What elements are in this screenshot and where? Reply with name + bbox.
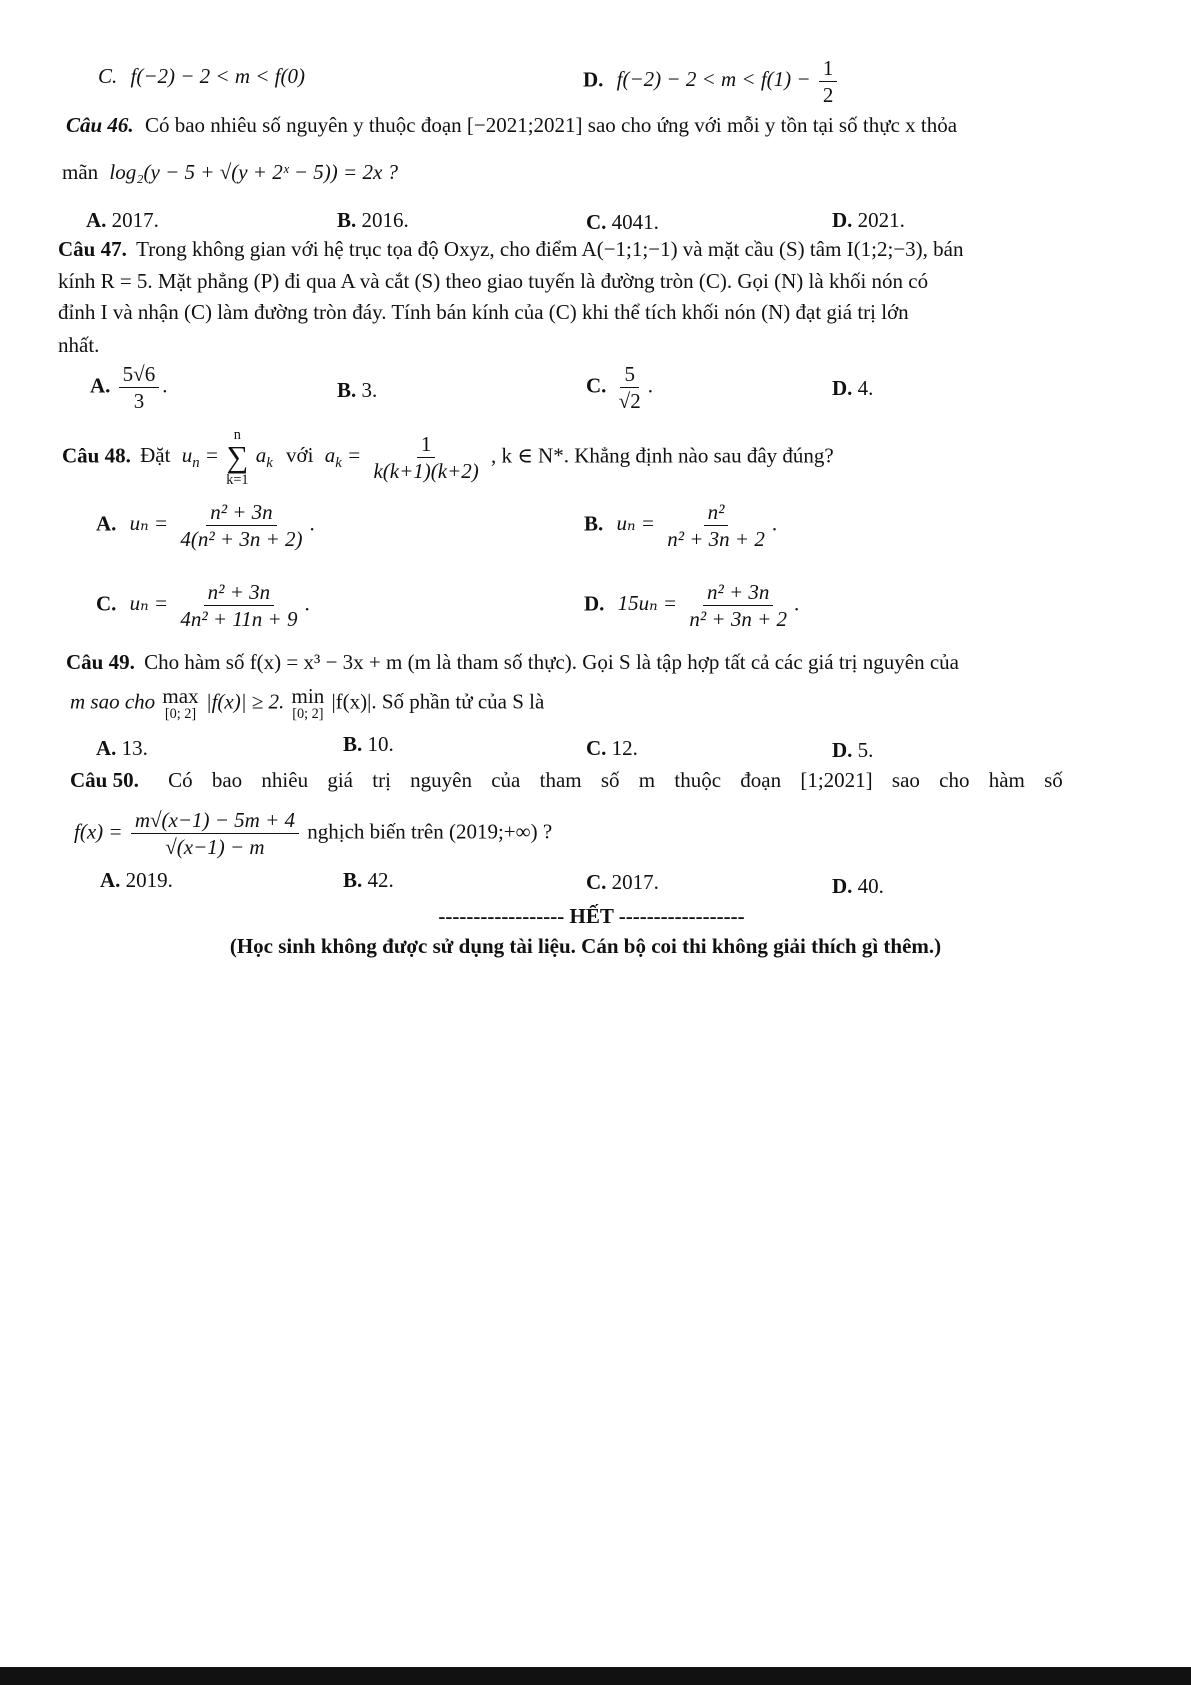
summation: n ∑ k=1 [226, 427, 249, 488]
q45-option-d [583, 56, 840, 107]
option-text: f(−2) − 2 < m < f(0) [130, 64, 306, 88]
q47-option-b: B. 3. [337, 378, 378, 402]
q50-option-b: B. 42. [343, 868, 394, 892]
q47-line4: nhất. [58, 333, 100, 357]
q47-line3: đỉnh I và nhận (C) làm đường tròn đáy. Tính bán kính của (C) khi thể tích khối nón (N) đạt giá trị lớn [58, 300, 909, 324]
question-text: Trong không gian với hệ trục tọa độ Oxyz, cho điểm A(−1;1;−1) và mặt cầu (S) tâm I(1;2;−3), bán [136, 237, 964, 261]
question-label: Câu 48. [62, 443, 131, 468]
q47-line2: kính R = 5. Mặt phẳng (P) đi qua A và cắt (S) theo giao tuyến là đường tròn (C). Gọi (N) là khối nón có [58, 269, 929, 293]
fraction: $\frac{\text{n²}}{\text{n² + 3n + 2}}$ [667, 500, 765, 552]
q50-line2: f(x) = $\frac{m√(x-1) - 5m + 4}{√(x-1) - m}$ nghịch biến trên (2019;+∞) ? [74, 808, 553, 860]
question-label: Câu 50. [70, 768, 139, 792]
question-label: Câu 47. [58, 237, 127, 261]
fraction: $\frac{\text{n² + 3n}}{\text{4n² + 11n + 9}}$ [180, 580, 298, 632]
q46-option-b: B. 2016. [337, 208, 409, 232]
q48-option-c: C. uₙ = $\frac{\text{n² + 3n}}{\text{4n² + 11n + 9}}$ . [96, 580, 310, 632]
option-label: C. [98, 64, 118, 88]
q47-option-d: D. 4. [832, 376, 874, 400]
q46-option-c: C. 4041. [586, 210, 659, 234]
q50-line1 [70, 768, 1063, 793]
q49-option-d: D. 5. [832, 738, 874, 762]
end-marker: ------------------ HẾT ------------------ [438, 904, 745, 928]
q48-option-b: B. uₙ = $\frac{\text{n²}}{\text{n² + 3n + 2}}$ . [584, 500, 778, 552]
question-text: mãn [62, 160, 99, 184]
fraction: $\frac{5}{√2}$ [618, 362, 641, 414]
footer-note: (Học sinh không được sử dụng tài liệu. Cán bộ coi thi không giải thích gì thêm.) [229, 934, 942, 958]
min-operator: min [0; 2] [291, 684, 325, 722]
q45-option-c [98, 64, 305, 89]
q46-line2 [62, 160, 398, 185]
option-label: D. [583, 67, 604, 92]
q49-line1 [66, 650, 959, 675]
max-operator: max [0; 2] [162, 684, 199, 722]
q49-option-b: B. 10. [343, 732, 394, 756]
q46-option-d: D. 2021. [832, 208, 905, 232]
question-text: Cho hàm số f(x) = x³ − 3x + m (m là tham số thực). Gọi S là tập hợp tất cả các giá trị nguyên của [144, 650, 959, 674]
fraction: $\frac{\text{n² + 3n}}{\text{n² + 3n + 2}}$ [689, 580, 787, 632]
question-text: Có bao nhiêu số nguyên y thuộc đoạn [−2021;2021] sao cho ứng với mỗi y tồn tại số thực x thỏa [144, 113, 958, 137]
fraction: $\frac{\text{n² + 3n}}{\text{4(n² + 3n + 2)}}$ [180, 500, 303, 552]
option-text: f(−2) − 2 < m < f(1) − [616, 67, 811, 92]
fraction: $\frac{1}{k(k+1)(k+2)}$ [373, 431, 479, 483]
fraction: $\frac{1}{2}$ [819, 56, 838, 107]
q48-line1: Câu 48. Đặt $u_n$ = n ∑ k=1 $a_k$ với $a_k$ = $\frac{1}{k(k+1)(k+2)}$ , k ∈ N*. Khẳng định nào sau đây đúng? [62, 427, 834, 488]
q49-option-c: C. 12. [586, 736, 638, 760]
question-label: Câu 49. [66, 650, 135, 674]
q46-option-a: A. 2017. [86, 208, 159, 232]
scan-edge-bar [0, 1667, 1191, 1685]
q48-option-d: D. 15uₙ = $\frac{\text{n² + 3n}}{\text{n² + 3n + 2}}$ . [584, 580, 800, 632]
q49-option-a: A. 13. [96, 736, 148, 760]
q50-option-d: D. 40. [832, 874, 884, 898]
q47-option-c: C. $\frac{5}{√2}$ . [586, 362, 653, 414]
q50-option-c: C. 2017. [586, 870, 659, 894]
question-label: Câu 46. [66, 113, 134, 137]
fraction: $\frac{m√(x-1) - 5m + 4}{√(x-1) - m}$ [131, 808, 299, 859]
q50-option-a: A. 2019. [100, 868, 173, 892]
q47-option-a: A. $\frac{5√6}{3}$ . [90, 362, 168, 414]
q46-line1 [66, 113, 957, 138]
equation: log₂(y − 5 + √(y + 2ˣ − 5)) = 2x ? [109, 160, 399, 184]
question-text: Có bao nhiêu giá trị nguyên của tham số m thuộc đoạn [1;2021] sao cho hàm số [168, 768, 1063, 792]
q48-option-a: A. uₙ = $\frac{\text{n² + 3n}}{\text{4(n² + 3n + 2)}}$ . [96, 500, 315, 552]
fraction: $\frac{5√6}{3}$ [119, 362, 160, 413]
q49-line2: m sao cho max [0; 2] |f(x)| ≥ 2. min [0; 2] |f(x)|. Số phần tử của S là [70, 684, 545, 722]
q47-line1 [58, 237, 963, 262]
